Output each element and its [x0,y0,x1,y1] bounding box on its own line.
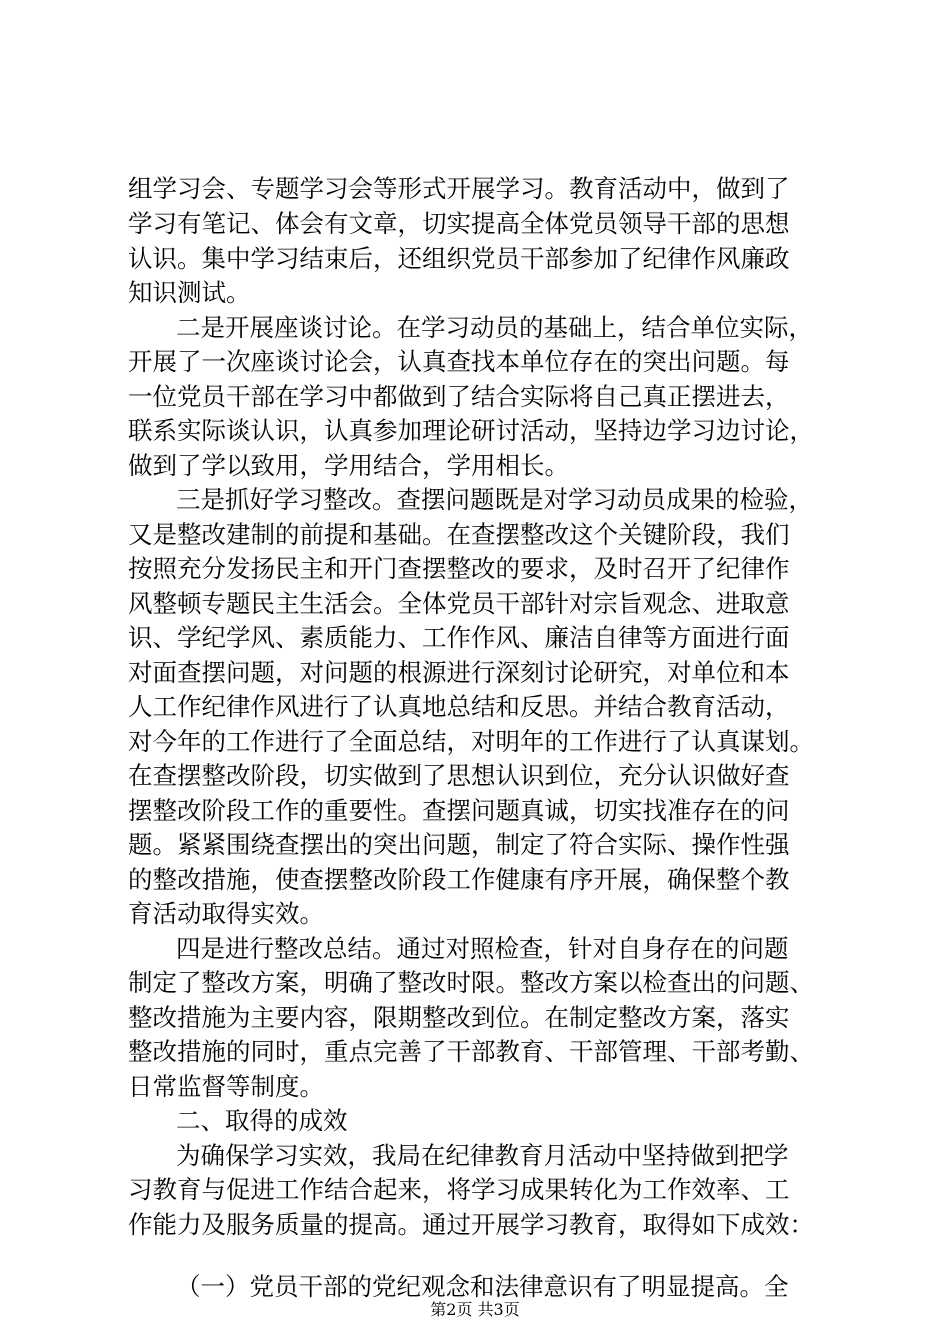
body-line: 题。紧紧围绕查摆出的突出问题，制定了符合实际、操作性强 [128,830,790,859]
body-line: 二是开展座谈讨论。在学习动员的基础上，结合单位实际， [176,313,813,342]
body-line: 作能力及服务质量的提高。通过开展学习教育，取得如下成效： [128,1210,814,1239]
body-line: 按照充分发扬民主和开门查摆整改的要求，及时召开了纪律作 [128,554,790,583]
body-line: 日常监督等制度。 [128,1072,324,1101]
body-line: 的整改措施，使查摆整改阶段工作健康有序开展，确保整个教 [128,865,790,894]
body-line: 开展了一次座谈讨论会，认真查找本单位存在的突出问题。每 [128,347,790,376]
body-line: 对今年的工作进行了全面总结，对明年的工作进行了认真谋划。 [128,727,814,756]
body-line: 做到了学以致用，学用结合，学用相长。 [128,451,569,480]
body-line: 识、学纪学风、素质能力、工作作风、廉洁自律等方面进行面 [128,623,790,652]
body-line: 摆整改阶段工作的重要性。查摆问题真诚，切实找准存在的问 [128,796,790,825]
body-line: 又是整改建制的前提和基础。在查摆整改这个关键阶段，我们 [128,520,790,549]
body-line: 联系实际谈认识，认真参加理论研讨活动，坚持边学习边讨论， [128,416,814,445]
body-line: 风整顿专题民主生活会。全体党员干部针对宗旨观念、进取意 [128,589,790,618]
body-line: 在查摆整改阶段，切实做到了思想认识到位，充分认识做好查 [128,761,790,790]
body-line: 整改措施为主要内容，限期整改到位。在制定整改方案，落实 [128,1003,790,1032]
section-heading: 二、取得的成效 [176,1106,348,1135]
body-line: 知识测试。 [128,278,251,307]
body-line: 学习有笔记、体会有文章，切实提高全体党员领导干部的思想 [128,209,790,238]
body-line: 认识。集中学习结束后，还组织党员干部参加了纪律作风廉政 [128,244,790,273]
body-line: 四是进行整改总结。通过对照检查，针对自身存在的问题 [176,934,789,963]
body-line: 组学习会、专题学习会等形式开展学习。教育活动中，做到了 [128,174,790,203]
page-number: 第2页 共3页 [430,1300,520,1319]
body-line: 为确保学习实效，我局在纪律教育月活动中坚持做到把学 [176,1141,789,1170]
body-line: 整改措施的同时，重点完善了干部教育、干部管理、干部考勤、 [128,1037,814,1066]
body-line: 对面查摆问题，对问题的根源进行深刻讨论研究，对单位和本 [128,658,790,687]
body-line: 人工作纪律作风进行了认真地总结和反思。并结合教育活动， [128,692,790,721]
body-line: 一位党员干部在学习中都做到了结合实际将自己真正摆进去， [128,382,790,411]
body-line: 制定了整改方案，明确了整改时限。整改方案以检查出的问题、 [128,968,814,997]
subsection-line: （一）党员干部的党纪观念和法律意识有了明显提高。全 [176,1272,789,1301]
body-line: 三是抓好学习整改。查摆问题既是对学习动员成果的检验， [176,485,813,514]
body-line: 习教育与促进工作结合起来，将学习成果转化为工作效率、工 [128,1175,790,1204]
body-line: 育活动取得实效。 [128,899,324,928]
